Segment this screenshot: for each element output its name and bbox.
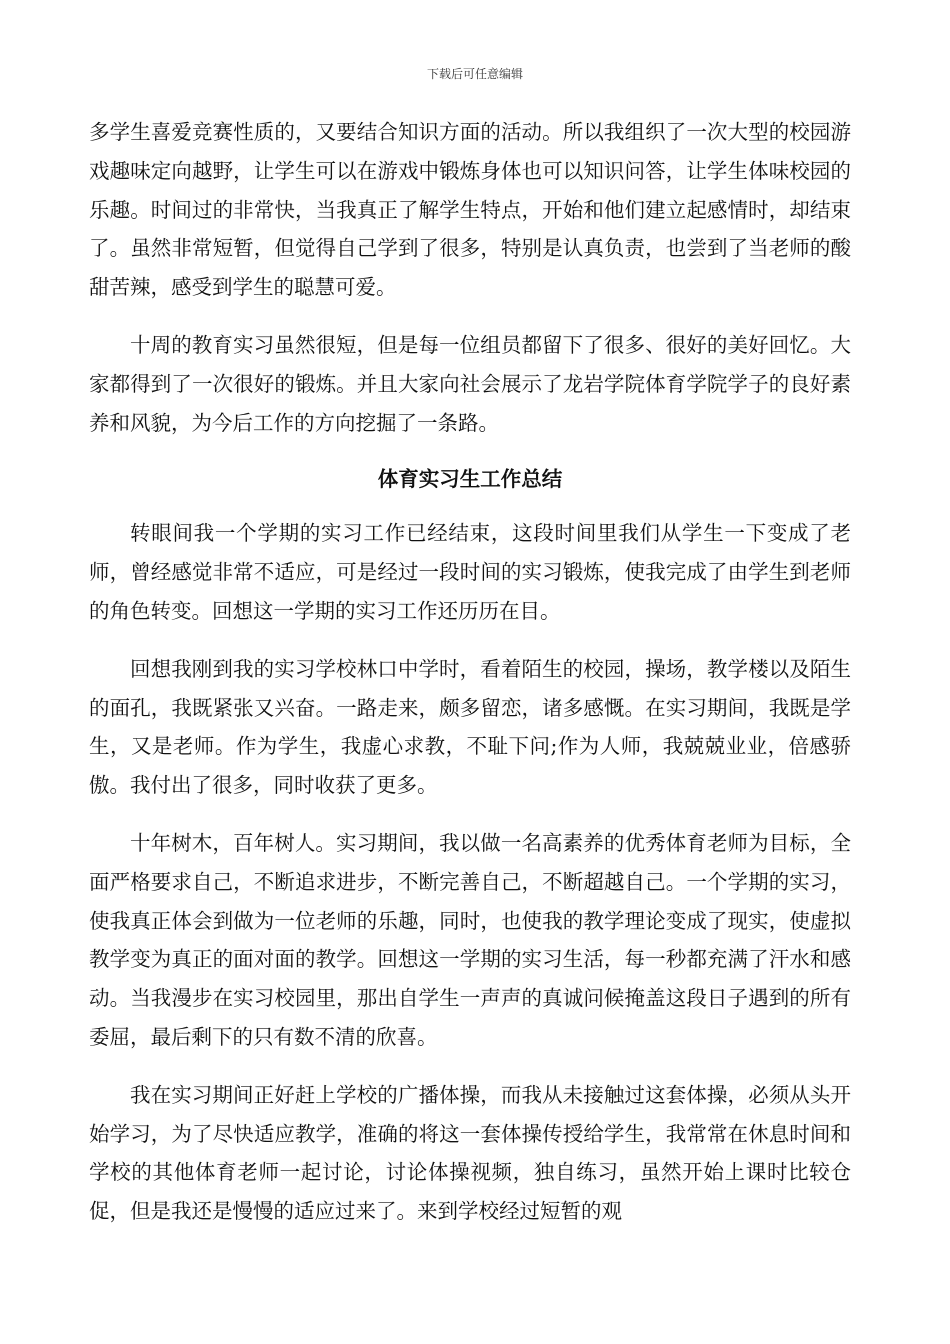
section-heading: 体育实习生工作总结 bbox=[377, 467, 563, 492]
paragraph: 十年树木，百年树人。实习期间，我以做一名高素养的优秀体育老师为目标，全面严格要求自己，不断追求进步，不断完善自己，不断超越自己。一个学期的实习，使我真正体会到做为一位老师的乐趣，同时，也使我的教学理论变成了现实，使虚拟教学变为真正的面对面的教学。回想这一学期的实习生活，每一秒都充满了汗水和感动。当我漫步在实习校园里，那出自学生一声声的真诚问候掩盖这段日子遇到的所有委屈，最后剩下的只有数不清的欣喜。 bbox=[89, 830, 851, 1049]
paragraph: 我在实习期间正好赶上学校的广播体操，而我从未接触过这套体操，必须从头开始学习，为了尽快适应教学，准确的将这一套体操传授给学生，我常常在休息时间和学校的其他体育老师一起讨论，讨论体操视频，独自练习，虽然开始上课时比较仓促，但是我还是慢慢的适应过来了。来到学校经过短暂的观 bbox=[89, 1082, 851, 1224]
paragraph: 转眼间我一个学期的实习工作已经结束，这段时间里我们从学生一下变成了老师，曾经感觉非常不适应，可是经过一段时间的实习锻炼，使我完成了由学生到老师的角色转变。回想这一学期的实习工作还历历在目。 bbox=[89, 521, 851, 623]
paragraph-continued: 多学生喜爱竞赛性质的，又要结合知识方面的活动。所以我组织了一次大型的校园游戏趣味定向越野，让学生可以在游戏中锻炼身体也可以知识问答，让学生体味校园的乐趣。时间过的非常快，当我真正了解学生特点，开始和他们建立起感情时，却结束了。虽然非常短暂，但觉得自己学到了很多，特别是认真负责，也尝到了当老师的酸甜苦辣，感受到学生的聪慧可爱。 bbox=[89, 120, 851, 300]
document-body bbox=[89, 113, 851, 1231]
paragraph: 十周的教育实习虽然很短，但是每一位组员都留下了很多、很好的美好回忆。大家都得到了一次很好的锻炼。并且大家向社会展示了龙岩学院体育学院学子的良好素养和风貌，为今后工作的方向挖掘了一条路。 bbox=[89, 332, 851, 435]
paragraph: 回想我刚到我的实习学校林口中学时，看着陌生的校园，操场，教学楼以及陌生的面孔，我既紧张又兴奋。一路走来，颇多留恋，诸多感慨。在实习期间，我既是学生，又是老师。作为学生，我虚心求教，不耻下问;作为人师，我兢兢业业，倍感骄傲。我付出了很多，同时收获了更多。 bbox=[89, 656, 851, 798]
page-header: 下载后可任意编辑 bbox=[426, 67, 523, 81]
